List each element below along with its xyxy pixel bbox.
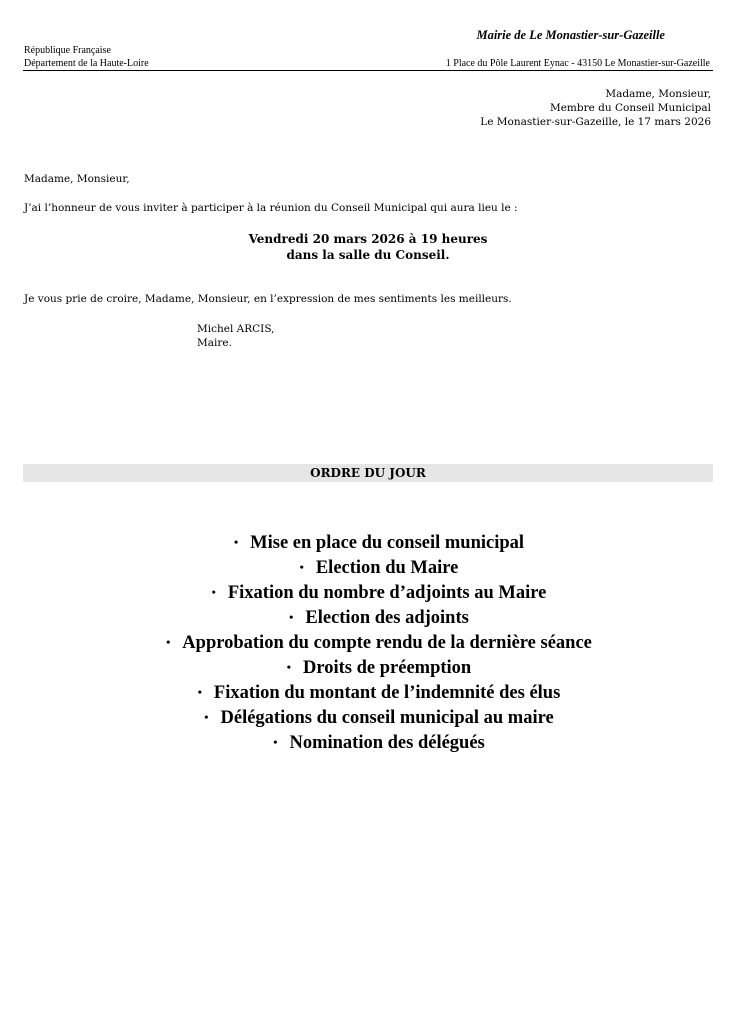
bullet-icon: • [286,660,291,674]
agenda-item-label: Election du Maire [315,558,459,578]
republic-label: République Française [24,45,111,56]
agenda-item-label: Délégations du conseil municipal au maire [220,708,554,728]
agenda-item-label: Mise en place du conseil municipal [250,533,525,553]
salutation: Madame, Monsieur, [24,173,130,185]
agenda-item [0,580,729,605]
bullet-icon: • [166,635,171,649]
meeting-place: dans la salle du Conseil. [286,248,450,262]
agenda-item-label: Fixation du nombre d’adjoints au Maire [227,583,547,603]
bullet-icon: • [299,560,304,574]
agenda-item [0,605,729,630]
agenda-item [0,730,729,755]
agenda-item [0,630,729,655]
mairie-title: Mairie de Le Monastier-sur-Gazeille [476,28,665,42]
agenda-list [0,530,729,755]
recipient-line-1: Madame, Monsieur, [605,88,711,100]
mairie-address: 1 Place du Pôle Laurent Eynac - 43150 Le Monastier-sur-Gazeille [445,58,710,69]
bullet-icon: • [233,535,239,549]
agenda-item-label: Approbation du compte rendu de la dernière séance [182,633,592,653]
agenda-item-label: Nomination des délégués [289,733,485,753]
bullet-icon: • [204,710,209,724]
agenda-item [0,705,729,730]
signature-block [197,322,275,350]
agenda-item [0,555,729,580]
meeting-details [0,231,729,263]
closing-formula: Je vous prie de croire, Madame, Monsieur, en l’expression de mes sentiments les meilleurs. [24,293,512,305]
recipient-line-2: Membre du Conseil Municipal [549,102,711,114]
agenda-item [0,655,729,680]
header-divider [23,70,713,71]
meeting-date: Vendredi 20 mars 2026 à 19 heures [248,232,488,246]
invitation-text: J’ai l’honneur de vous inviter à participer à la réunion du Conseil Municipal qui aura lieu le : [24,202,518,214]
bullet-icon: • [211,585,216,599]
place-and-date: Le Monastier-sur-Gazeille, le 17 mars 2026 [480,116,711,128]
bullet-icon: • [197,685,202,699]
agenda-item [0,530,729,555]
agenda-title: ORDRE DU JOUR [310,466,426,480]
department-label: Département de la Haute-Loire [24,58,149,69]
agenda-item [0,680,729,705]
agenda-item-label: Election des adjoints [305,608,469,628]
agenda-item-label: Fixation du montant de l’indemnité des élus [213,683,561,703]
agenda-item-label: Droits de préemption [303,658,472,678]
signatory-name: Michel ARCIS, [197,323,275,335]
recipient-block [480,87,711,129]
bullet-icon: • [273,735,278,749]
signatory-title: Maire. [197,337,232,349]
bullet-icon: • [289,610,294,624]
